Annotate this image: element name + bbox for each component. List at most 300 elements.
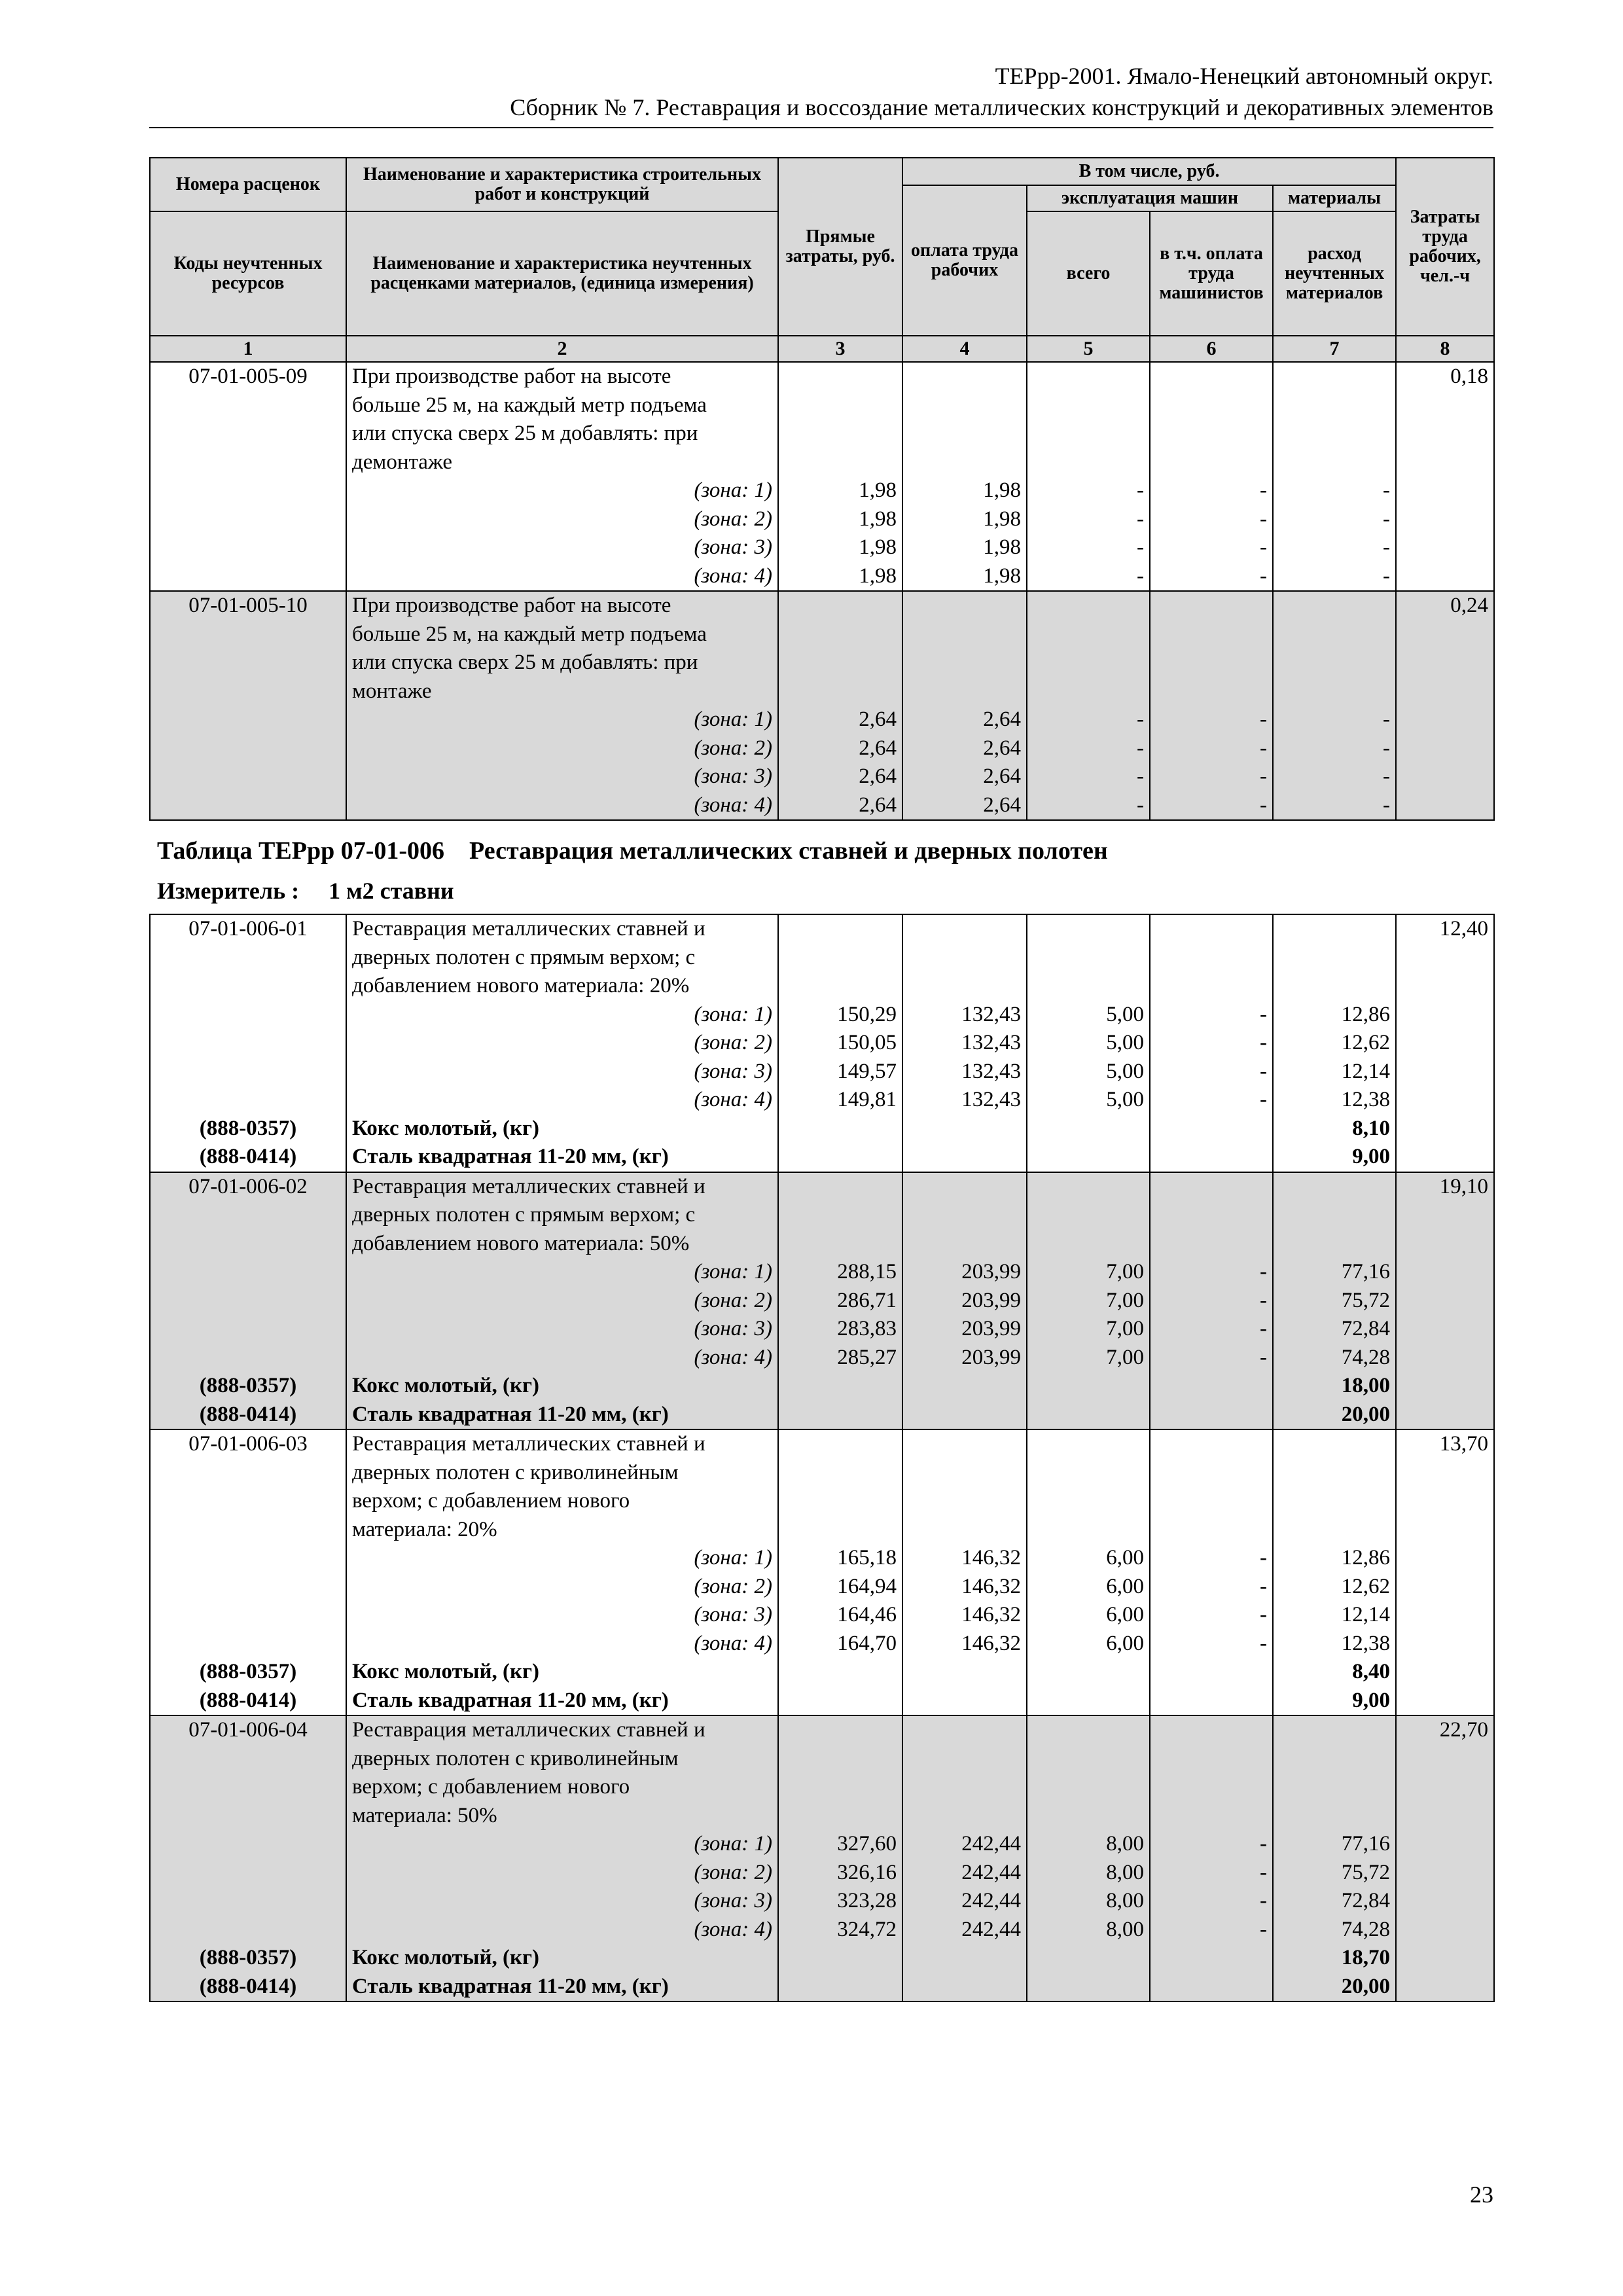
labor-pay: 2,64 — [902, 706, 1027, 734]
labor-cost — [1396, 476, 1494, 505]
machines-total — [1027, 448, 1150, 477]
labor-pay — [902, 420, 1027, 448]
machinist-pay: - — [1150, 762, 1273, 791]
resource-name: Кокс молотый, (кг) — [346, 1115, 778, 1143]
zone-label: (зона: 3) — [346, 533, 778, 562]
machines-total — [1027, 1715, 1150, 1745]
table-row — [150, 1973, 1494, 2002]
labor-pay: 146,32 — [902, 1630, 1027, 1659]
labor-pay — [902, 1687, 1027, 1716]
labor-pay: 242,44 — [902, 1887, 1027, 1916]
table-row — [150, 420, 1494, 448]
rate-code — [150, 944, 346, 973]
rate-description: верхом; с добавлением нового — [346, 1487, 778, 1516]
materials: 75,72 — [1273, 1859, 1396, 1888]
direct-cost — [778, 1658, 902, 1687]
resource-code: (888-0414) — [150, 1401, 346, 1430]
machinist-pay — [1150, 448, 1273, 477]
labor-cost — [1396, 1573, 1494, 1602]
labor-cost — [1396, 1687, 1494, 1716]
direct-cost: 150,05 — [778, 1029, 902, 1058]
direct-cost — [778, 620, 902, 649]
table-row — [150, 1115, 1494, 1143]
materials — [1273, 649, 1396, 677]
rate-description: Реставрация металлических ставней и — [346, 914, 778, 944]
rate-code — [150, 972, 346, 1001]
direct-cost — [778, 1429, 902, 1459]
materials: 77,16 — [1273, 1830, 1396, 1859]
table-row — [150, 1573, 1494, 1602]
direct-cost: 1,98 — [778, 562, 902, 592]
table-row — [150, 1687, 1494, 1716]
table-row — [150, 1601, 1494, 1630]
rate-code — [150, 1086, 346, 1115]
labor-cost — [1396, 1773, 1494, 1802]
rate-description: дверных полотен с криволинейным — [346, 1745, 778, 1774]
zone-label: (зона: 1) — [346, 476, 778, 505]
labor-pay: 2,64 — [902, 762, 1027, 791]
materials: - — [1273, 762, 1396, 791]
materials: - — [1273, 706, 1396, 734]
rate-code — [150, 1459, 346, 1488]
machines-total: 8,00 — [1027, 1859, 1150, 1888]
machinist-pay — [1150, 1372, 1273, 1401]
rate-code — [150, 1315, 346, 1344]
labor-pay: 1,98 — [902, 562, 1027, 592]
resource-qty: 20,00 — [1273, 1973, 1396, 2002]
machines-total: - — [1027, 762, 1150, 791]
materials — [1273, 620, 1396, 649]
materials: 77,16 — [1273, 1258, 1396, 1287]
rate-code — [150, 762, 346, 791]
materials — [1273, 1201, 1396, 1230]
rate-code: 07-01-006-03 — [150, 1429, 346, 1459]
rate-code: 07-01-005-10 — [150, 591, 346, 620]
page-header — [149, 60, 1493, 123]
machinist-pay — [1150, 1944, 1273, 1973]
machinist-pay — [1150, 391, 1273, 420]
zone-label: (зона: 2) — [346, 1287, 778, 1316]
table-row — [150, 762, 1494, 791]
table-2-measure: Измеритель : 1 м2 ставни — [157, 878, 454, 904]
materials — [1273, 1459, 1396, 1488]
rate-code — [150, 1201, 346, 1230]
direct-cost: 164,46 — [778, 1601, 902, 1630]
rate-code — [150, 1001, 346, 1030]
direct-cost: 324,72 — [778, 1916, 902, 1945]
rate-description: Реставрация металлических ставней и — [346, 1715, 778, 1745]
labor-cost — [1396, 391, 1494, 420]
labor-cost — [1396, 1830, 1494, 1859]
rate-description: добавлением нового материала: 50% — [346, 1230, 778, 1259]
column-number: 1 — [150, 336, 346, 362]
resource-qty: 9,00 — [1273, 1687, 1396, 1716]
rate-description: Реставрация металлических ставней и — [346, 1429, 778, 1459]
machines-total — [1027, 1973, 1150, 2002]
direct-cost — [778, 1745, 902, 1774]
resource-code: (888-0414) — [150, 1687, 346, 1716]
labor-pay: 132,43 — [902, 1001, 1027, 1030]
labor-pay — [902, 1944, 1027, 1973]
labor-pay: 2,64 — [902, 734, 1027, 763]
table-2-title: Таблица ТЕРрр 07-01-006 Реставрация металлических ставней и дверных полотен — [157, 837, 1108, 865]
machinist-pay — [1150, 1487, 1273, 1516]
labor-pay — [902, 1401, 1027, 1430]
labor-pay — [902, 362, 1027, 391]
table-row — [150, 448, 1494, 477]
table-row — [150, 1887, 1494, 1916]
direct-cost — [778, 1201, 902, 1230]
direct-cost: 283,83 — [778, 1315, 902, 1344]
machinist-pay: - — [1150, 1916, 1273, 1945]
resource-name: Кокс молотый, (кг) — [346, 1944, 778, 1973]
rate-code — [150, 1573, 346, 1602]
col-machines: эксплуатация машин — [1027, 185, 1273, 211]
direct-cost — [778, 1687, 902, 1716]
machinist-pay — [1150, 362, 1273, 391]
table-1-body — [150, 362, 1494, 820]
labor-pay — [902, 1773, 1027, 1802]
machines-total — [1027, 649, 1150, 677]
labor-cost: 0,24 — [1396, 591, 1494, 620]
machinist-pay — [1150, 1745, 1273, 1774]
rate-code — [150, 1544, 346, 1573]
rate-code — [150, 1258, 346, 1287]
rate-code — [150, 677, 346, 706]
machines-total — [1027, 1459, 1150, 1488]
resource-qty: 18,70 — [1273, 1944, 1396, 1973]
resource-qty: 20,00 — [1273, 1401, 1396, 1430]
labor-cost: 12,40 — [1396, 914, 1494, 944]
direct-cost: 1,98 — [778, 476, 902, 505]
labor-cost — [1396, 1029, 1494, 1058]
table-row — [150, 1287, 1494, 1316]
labor-cost — [1396, 420, 1494, 448]
materials — [1273, 391, 1396, 420]
table-row — [150, 1230, 1494, 1259]
rate-code — [150, 1773, 346, 1802]
labor-pay — [902, 914, 1027, 944]
machinist-pay — [1150, 1516, 1273, 1545]
direct-cost: 1,98 — [778, 533, 902, 562]
rate-description: больше 25 м, на каждый метр подъема — [346, 620, 778, 649]
materials: 12,86 — [1273, 1001, 1396, 1030]
zone-label: (зона: 2) — [346, 505, 778, 534]
rate-code: 07-01-006-02 — [150, 1172, 346, 1202]
machines-total — [1027, 1687, 1150, 1716]
zone-label: (зона: 2) — [346, 1029, 778, 1058]
labor-cost — [1396, 762, 1494, 791]
col-included: В том числе, руб. — [902, 158, 1396, 185]
materials: - — [1273, 476, 1396, 505]
machines-total — [1027, 620, 1150, 649]
column-number: 7 — [1273, 336, 1396, 362]
resource-code: (888-0357) — [150, 1658, 346, 1687]
table-row — [150, 1830, 1494, 1859]
resource-name: Сталь квадратная 11-20 мм, (кг) — [346, 1143, 778, 1172]
materials: 12,38 — [1273, 1086, 1396, 1115]
labor-pay: 132,43 — [902, 1058, 1027, 1086]
labor-cost — [1396, 1916, 1494, 1945]
zone-label: (зона: 1) — [346, 706, 778, 734]
labor-pay: 203,99 — [902, 1287, 1027, 1316]
direct-cost: 164,70 — [778, 1630, 902, 1659]
rate-code — [150, 649, 346, 677]
direct-cost — [778, 944, 902, 973]
col-code-top: Номера расценок — [150, 158, 346, 211]
table-row — [150, 1058, 1494, 1086]
machinist-pay: - — [1150, 1830, 1273, 1859]
col-code-bottom: Коды неучтенных ресурсов — [150, 211, 346, 336]
direct-cost — [778, 914, 902, 944]
labor-pay — [902, 649, 1027, 677]
direct-cost — [778, 1487, 902, 1516]
machinist-pay: - — [1150, 562, 1273, 592]
machines-total — [1027, 1201, 1150, 1230]
rate-code — [150, 1344, 346, 1372]
table-row — [150, 1001, 1494, 1030]
rate-description: дверных полотен с криволинейным — [346, 1459, 778, 1488]
materials: 12,62 — [1273, 1573, 1396, 1602]
table-row — [150, 1773, 1494, 1802]
resource-code: (888-0357) — [150, 1944, 346, 1973]
materials: 12,86 — [1273, 1544, 1396, 1573]
rate-code — [150, 448, 346, 477]
machines-total — [1027, 1802, 1150, 1831]
table-row — [150, 1086, 1494, 1115]
rate-code — [150, 1029, 346, 1058]
header-rule — [149, 127, 1493, 128]
machines-total: - — [1027, 505, 1150, 534]
col-direct: Прямые затраты, руб. — [778, 158, 902, 336]
rate-description: верхом; с добавлением нового — [346, 1773, 778, 1802]
machinist-pay — [1150, 1172, 1273, 1202]
materials: 12,38 — [1273, 1630, 1396, 1659]
materials — [1273, 1487, 1396, 1516]
labor-cost — [1396, 1859, 1494, 1888]
labor-pay — [902, 1115, 1027, 1143]
direct-cost — [778, 972, 902, 1001]
machinist-pay — [1150, 1429, 1273, 1459]
labor-cost — [1396, 944, 1494, 973]
direct-cost: 288,15 — [778, 1258, 902, 1287]
machines-total — [1027, 944, 1150, 973]
col-machines-total: всего — [1027, 211, 1150, 336]
col-machinist-pay: в т.ч. оплата труда машинистов — [1150, 211, 1273, 336]
labor-pay: 203,99 — [902, 1315, 1027, 1344]
machinist-pay: - — [1150, 1058, 1273, 1086]
machines-total: - — [1027, 734, 1150, 763]
rate-code — [150, 1802, 346, 1831]
resource-name: Сталь квадратная 11-20 мм, (кг) — [346, 1973, 778, 2002]
machines-total: 6,00 — [1027, 1630, 1150, 1659]
table-row — [150, 1201, 1494, 1230]
labor-cost: 13,70 — [1396, 1429, 1494, 1459]
labor-pay — [902, 1143, 1027, 1172]
machines-total: 7,00 — [1027, 1315, 1150, 1344]
labor-pay — [902, 391, 1027, 420]
table-row — [150, 1658, 1494, 1687]
machines-total — [1027, 362, 1150, 391]
machinist-pay: - — [1150, 1315, 1273, 1344]
labor-cost — [1396, 649, 1494, 677]
labor-pay: 242,44 — [902, 1830, 1027, 1859]
materials: - — [1273, 734, 1396, 763]
machines-total — [1027, 1745, 1150, 1774]
machinist-pay: - — [1150, 1001, 1273, 1030]
machinist-pay: - — [1150, 505, 1273, 534]
labor-cost: 19,10 — [1396, 1172, 1494, 1202]
labor-pay — [902, 1201, 1027, 1230]
machinist-pay — [1150, 620, 1273, 649]
labor-pay: 132,43 — [902, 1029, 1027, 1058]
rate-code — [150, 562, 346, 592]
table-row — [150, 1516, 1494, 1545]
header-line-2: Сборник № 7. Реставрация и воссоздание металлических конструкций и декоративных элементов — [510, 94, 1493, 120]
machines-total: 5,00 — [1027, 1001, 1150, 1030]
labor-pay — [902, 1487, 1027, 1516]
labor-pay: 146,32 — [902, 1573, 1027, 1602]
resource-qty: 9,00 — [1273, 1143, 1396, 1172]
machines-total — [1027, 1230, 1150, 1259]
labor-cost — [1396, 1058, 1494, 1086]
machinist-pay: - — [1150, 1086, 1273, 1115]
zone-label: (зона: 2) — [346, 1573, 778, 1602]
table-row — [150, 1315, 1494, 1344]
machinist-pay: - — [1150, 1029, 1273, 1058]
rate-code — [150, 791, 346, 821]
machines-total — [1027, 1401, 1150, 1430]
rate-code: 07-01-006-01 — [150, 914, 346, 944]
column-number: 6 — [1150, 336, 1273, 362]
labor-pay — [902, 1973, 1027, 2002]
column-number: 3 — [778, 336, 902, 362]
machinist-pay: - — [1150, 1601, 1273, 1630]
machinist-pay — [1150, 677, 1273, 706]
col-labor: оплата труда рабочих — [902, 185, 1027, 336]
rate-code — [150, 1745, 346, 1774]
table-row — [150, 1143, 1494, 1172]
materials: 72,84 — [1273, 1887, 1396, 1916]
labor-pay: 132,43 — [902, 1086, 1027, 1115]
header-line-1: ТЕРрр-2001. Ямало-Ненецкий автономный округ. — [995, 63, 1493, 89]
direct-cost: 326,16 — [778, 1859, 902, 1888]
direct-cost: 323,28 — [778, 1887, 902, 1916]
table-row — [150, 972, 1494, 1001]
table-row — [150, 1372, 1494, 1401]
machinist-pay — [1150, 1802, 1273, 1831]
labor-cost — [1396, 1086, 1494, 1115]
rate-description: демонтаже — [346, 448, 778, 477]
zone-label: (зона: 3) — [346, 1887, 778, 1916]
direct-cost — [778, 649, 902, 677]
machinist-pay — [1150, 1687, 1273, 1716]
labor-pay: 242,44 — [902, 1916, 1027, 1945]
table-row — [150, 505, 1494, 534]
table-row — [150, 1630, 1494, 1659]
labor-pay: 1,98 — [902, 533, 1027, 562]
col-name-top: Наименование и характеристика строительных работ и конструкций — [346, 158, 778, 211]
labor-cost — [1396, 1372, 1494, 1401]
rate-description: или спуска сверх 25 м добавлять: при — [346, 649, 778, 677]
rate-code — [150, 1601, 346, 1630]
machinist-pay — [1150, 1201, 1273, 1230]
table-row — [150, 1715, 1494, 1745]
table-row — [150, 533, 1494, 562]
labor-pay: 146,32 — [902, 1544, 1027, 1573]
rate-code — [150, 620, 346, 649]
machines-total — [1027, 1658, 1150, 1687]
rate-code — [150, 1916, 346, 1945]
labor-pay — [902, 448, 1027, 477]
labor-pay — [902, 1516, 1027, 1545]
direct-cost — [778, 1115, 902, 1143]
direct-cost — [778, 1459, 902, 1488]
machinist-pay — [1150, 1115, 1273, 1143]
materials — [1273, 1773, 1396, 1802]
labor-cost — [1396, 1601, 1494, 1630]
machinist-pay: - — [1150, 476, 1273, 505]
direct-cost: 164,94 — [778, 1573, 902, 1602]
direct-cost: 2,64 — [778, 762, 902, 791]
direct-cost — [778, 1944, 902, 1973]
direct-cost — [778, 1773, 902, 1802]
resource-code: (888-0414) — [150, 1973, 346, 2002]
labor-cost — [1396, 1802, 1494, 1831]
machines-total — [1027, 914, 1150, 944]
machinist-pay — [1150, 972, 1273, 1001]
materials: - — [1273, 791, 1396, 821]
table-row — [150, 1544, 1494, 1573]
direct-cost — [778, 1143, 902, 1172]
machines-total: 7,00 — [1027, 1344, 1150, 1372]
machinist-pay: - — [1150, 1344, 1273, 1372]
rate-description: При производстве работ на высоте — [346, 362, 778, 391]
zone-label: (зона: 4) — [346, 1630, 778, 1659]
machinist-pay — [1150, 1715, 1273, 1745]
labor-cost — [1396, 1745, 1494, 1774]
labor-cost — [1396, 1459, 1494, 1488]
machines-total: 8,00 — [1027, 1887, 1150, 1916]
resource-qty: 8,40 — [1273, 1658, 1396, 1687]
materials — [1273, 362, 1396, 391]
machines-total: 6,00 — [1027, 1544, 1150, 1573]
rate-description: или спуска сверх 25 м добавлять: при — [346, 420, 778, 448]
direct-cost — [778, 1802, 902, 1831]
direct-cost — [778, 1715, 902, 1745]
table-row — [150, 944, 1494, 973]
table-row — [150, 1429, 1494, 1459]
rate-description: материала: 20% — [346, 1516, 778, 1545]
col-labor-cost: Затраты труда рабочих, чел.-ч — [1396, 158, 1494, 336]
labor-cost — [1396, 1487, 1494, 1516]
column-number: 5 — [1027, 336, 1150, 362]
zone-label: (зона: 1) — [346, 1544, 778, 1573]
table-row — [150, 1401, 1494, 1430]
machinist-pay: - — [1150, 1573, 1273, 1602]
materials: 72,84 — [1273, 1315, 1396, 1344]
machines-total — [1027, 1372, 1150, 1401]
table-row — [150, 476, 1494, 505]
zone-label: (зона: 4) — [346, 1916, 778, 1945]
labor-pay: 146,32 — [902, 1601, 1027, 1630]
machines-total — [1027, 420, 1150, 448]
rate-description: дверных полотен с прямым верхом; с — [346, 1201, 778, 1230]
resource-name: Сталь квадратная 11-20 мм, (кг) — [346, 1401, 778, 1430]
rate-code — [150, 1887, 346, 1916]
materials — [1273, 914, 1396, 944]
materials: 12,62 — [1273, 1029, 1396, 1058]
